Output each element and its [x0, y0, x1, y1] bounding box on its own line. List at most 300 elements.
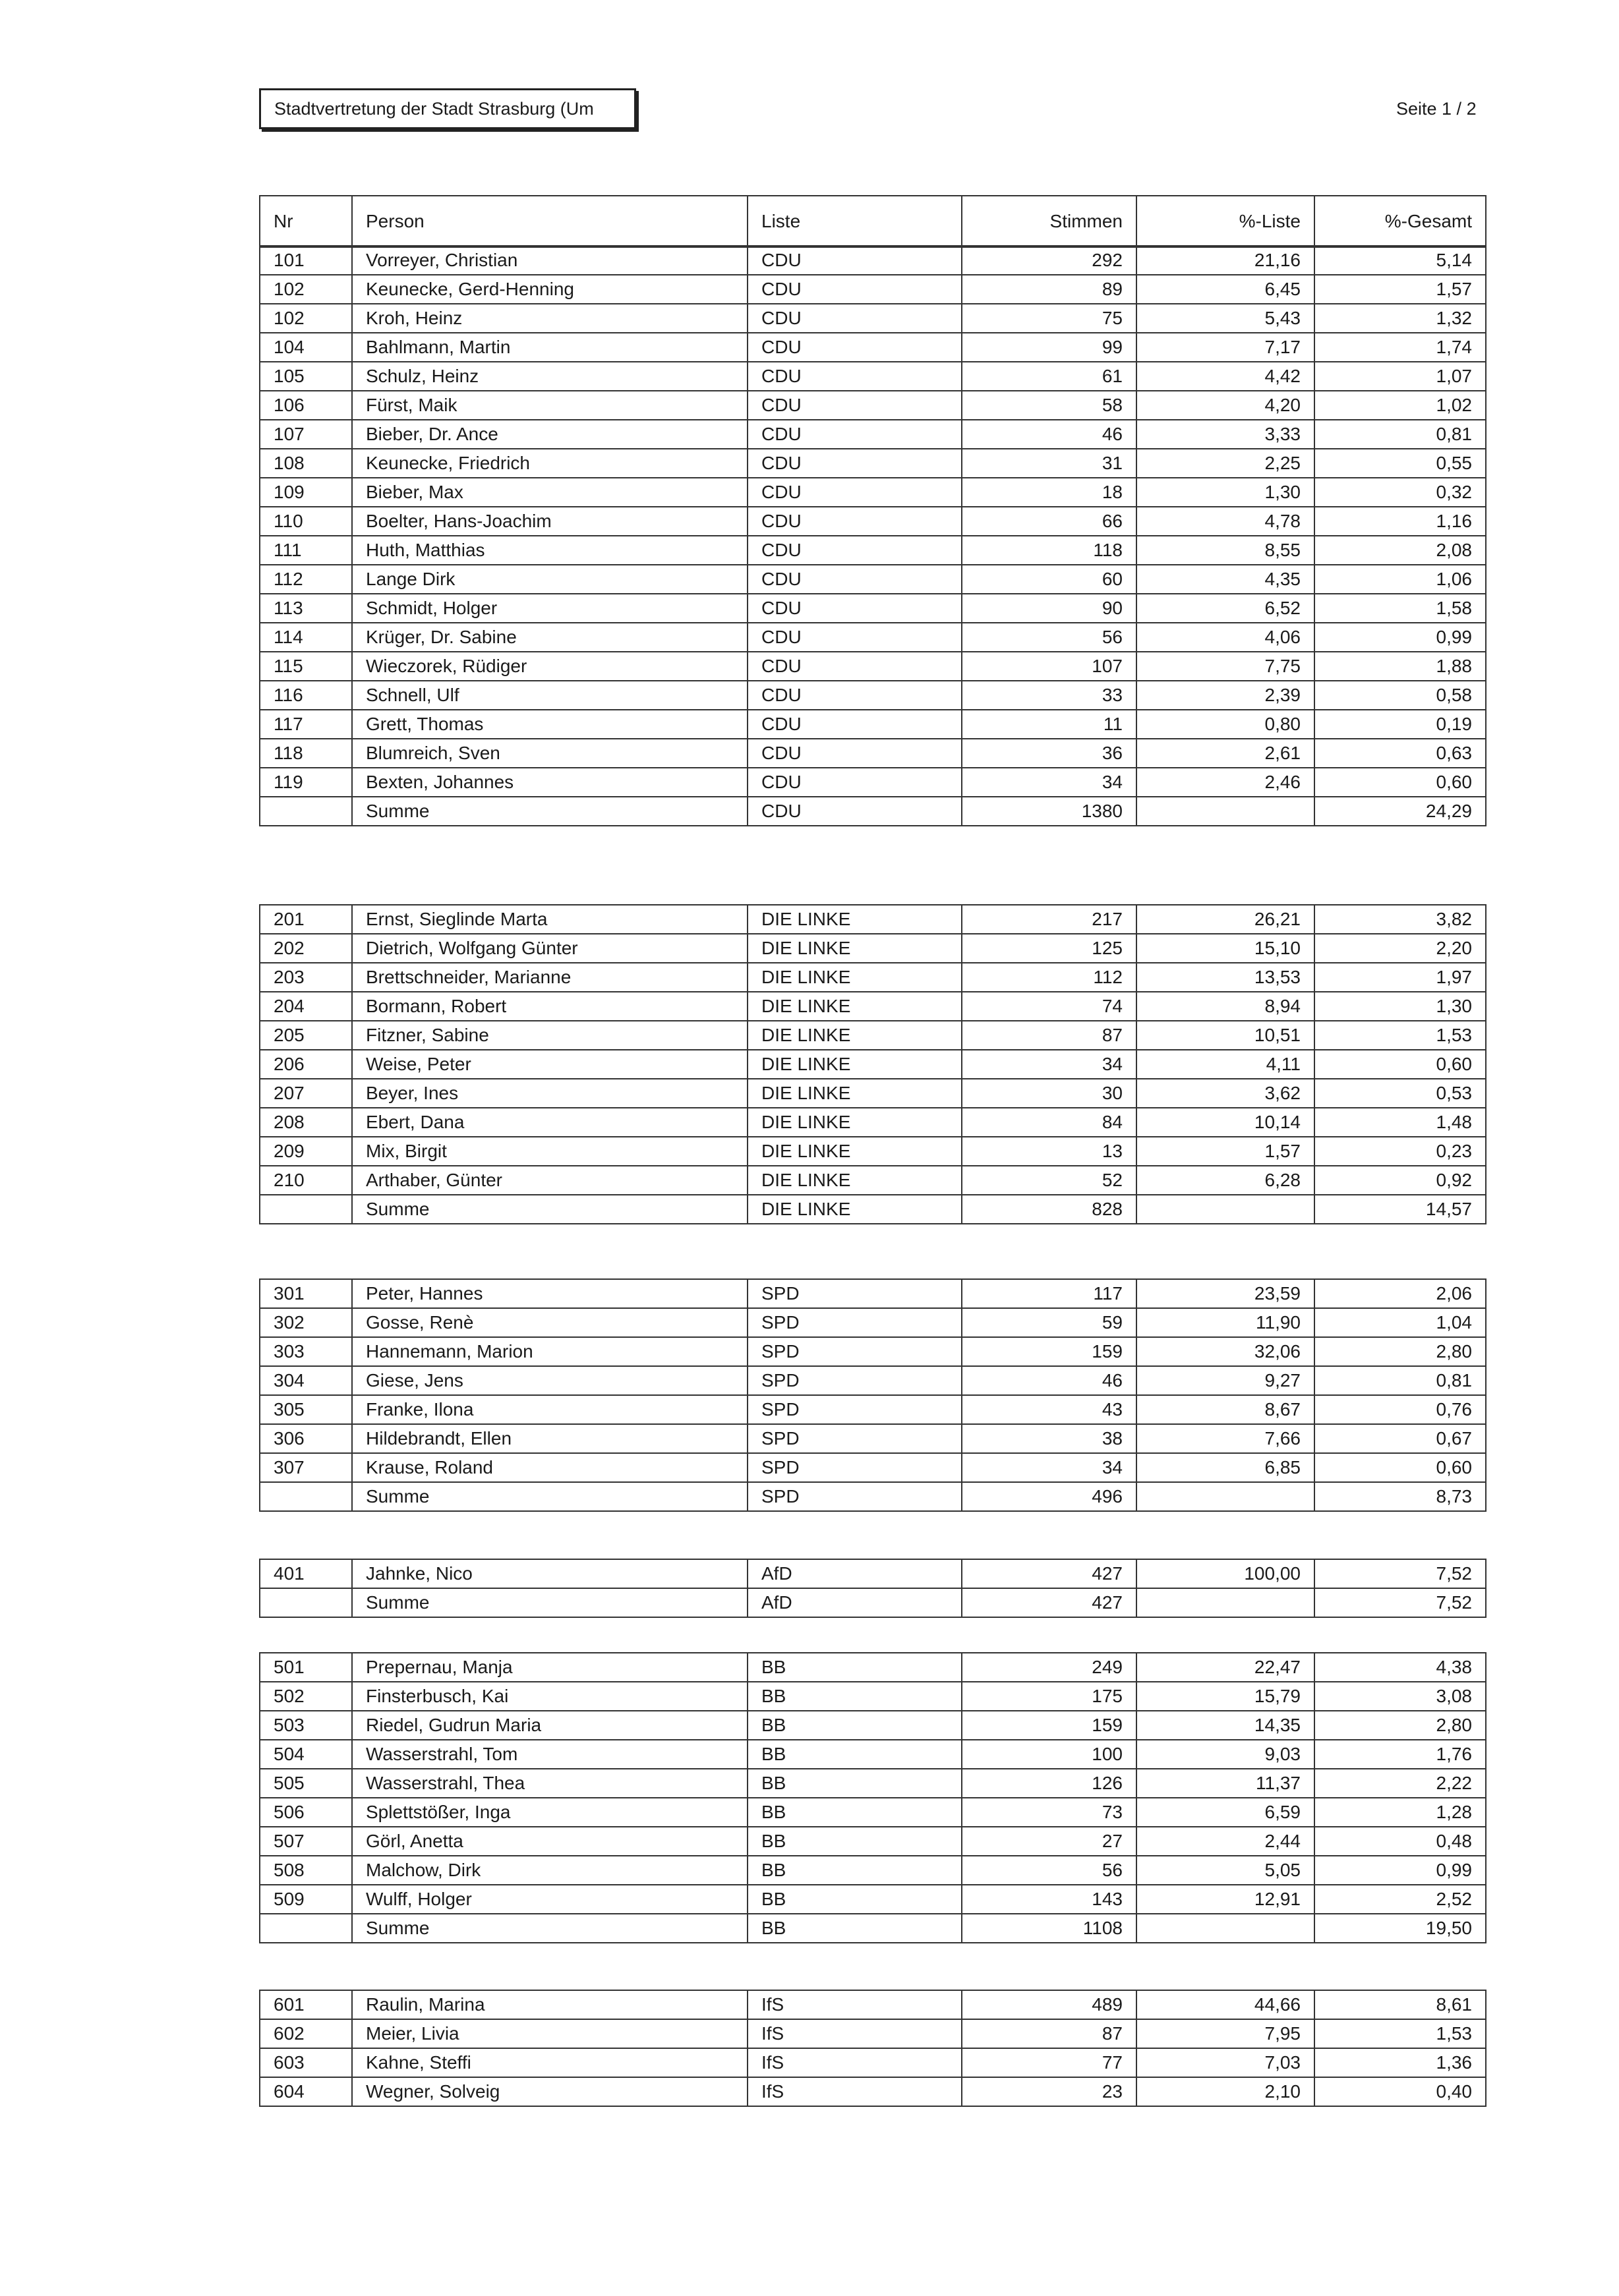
- cell-stimmen: 18: [962, 478, 1136, 507]
- cell-person: Ebert, Dana: [352, 1108, 748, 1137]
- cell-person: Jahnke, Nico: [352, 1559, 748, 1588]
- cell-liste: SPD: [748, 1279, 962, 1308]
- cell-liste: DIE LINKE: [748, 934, 962, 963]
- cell-percent-liste: 7,03: [1136, 2048, 1314, 2077]
- cell-percent-gesamt: 1,53: [1314, 2019, 1486, 2048]
- cell-nr: 502: [260, 1682, 352, 1711]
- table-row: [260, 905, 1486, 934]
- cell-nr: 204: [260, 992, 352, 1021]
- cell-percent-liste: 7,75: [1136, 652, 1314, 681]
- table-row: [260, 1453, 1486, 1482]
- cell-percent-liste: 5,05: [1136, 1856, 1314, 1885]
- cell-percent-gesamt: 1,32: [1314, 304, 1486, 333]
- cell-percent-liste: 23,59: [1136, 1279, 1314, 1308]
- cell-percent-gesamt: 24,29: [1314, 797, 1486, 826]
- cell-stimmen: 75: [962, 304, 1136, 333]
- document-title: Stadtvertretung der Stadt Strasburg (Um: [259, 88, 636, 129]
- cell-liste: CDU: [748, 768, 962, 797]
- cell-person: Splettstößer, Inga: [352, 1798, 748, 1827]
- table-row: [260, 304, 1486, 333]
- cell-person: Arthaber, Günter: [352, 1166, 748, 1195]
- cell-nr: 105: [260, 362, 352, 391]
- table-row: [260, 1559, 1486, 1588]
- cell-stimmen: 31: [962, 449, 1136, 478]
- cell-person: Malchow, Dirk: [352, 1856, 748, 1885]
- cell-percent-gesamt: 0,32: [1314, 478, 1486, 507]
- cell-liste: CDU: [748, 304, 962, 333]
- cell-person: Summe: [352, 1482, 748, 1511]
- column-header-stimmen: Stimmen: [962, 196, 1136, 247]
- cell-percent-gesamt: 1,58: [1314, 594, 1486, 623]
- cell-percent-liste: 7,95: [1136, 2019, 1314, 2048]
- cell-person: Mix, Birgit: [352, 1137, 748, 1166]
- cell-percent-gesamt: 7,52: [1314, 1559, 1486, 1588]
- cell-stimmen: 496: [962, 1482, 1136, 1511]
- cell-stimmen: 175: [962, 1682, 1136, 1711]
- cell-stimmen: 292: [962, 246, 1136, 275]
- cell-percent-liste: 2,39: [1136, 681, 1314, 710]
- cell-percent-liste: 3,33: [1136, 420, 1314, 449]
- table-row: [260, 739, 1486, 768]
- cell-stimmen: 112: [962, 963, 1136, 992]
- cell-percent-gesamt: 8,61: [1314, 1990, 1486, 2019]
- table-row: [260, 992, 1486, 1021]
- cell-nr: 501: [260, 1653, 352, 1682]
- cell-percent-liste: 6,52: [1136, 594, 1314, 623]
- party-table: [259, 1990, 1487, 2107]
- cell-liste: DIE LINKE: [748, 1079, 962, 1108]
- table-row: [260, 391, 1486, 420]
- cell-stimmen: 73: [962, 1798, 1136, 1827]
- table-row: [260, 507, 1486, 536]
- page-number: Seite 1 / 2: [1396, 99, 1477, 119]
- cell-percent-liste: 2,25: [1136, 449, 1314, 478]
- cell-nr: 505: [260, 1769, 352, 1798]
- cell-nr: 208: [260, 1108, 352, 1137]
- cell-nr: 110: [260, 507, 352, 536]
- cell-person: Beyer, Ines: [352, 1079, 748, 1108]
- table-row: [260, 478, 1486, 507]
- table-row: [260, 1769, 1486, 1798]
- cell-liste: AfD: [748, 1588, 962, 1617]
- cell-nr: 118: [260, 739, 352, 768]
- cell-percent-liste: 4,42: [1136, 362, 1314, 391]
- cell-stimmen: 34: [962, 1453, 1136, 1482]
- cell-stimmen: 74: [962, 992, 1136, 1021]
- cell-nr: 112: [260, 565, 352, 594]
- cell-person: Schnell, Ulf: [352, 681, 748, 710]
- cell-percent-gesamt: 0,23: [1314, 1137, 1486, 1166]
- cell-liste: AfD: [748, 1559, 962, 1588]
- party-table: [259, 1278, 1487, 1512]
- cell-nr: 101: [260, 246, 352, 275]
- cell-stimmen: 107: [962, 652, 1136, 681]
- cell-stimmen: 46: [962, 420, 1136, 449]
- cell-percent-liste: 44,66: [1136, 1990, 1314, 2019]
- table-row: [260, 652, 1486, 681]
- cell-liste: IfS: [748, 2077, 962, 2106]
- cell-liste: DIE LINKE: [748, 1021, 962, 1050]
- table-row: [260, 1424, 1486, 1453]
- cell-person: Wieczorek, Rüdiger: [352, 652, 748, 681]
- cell-percent-gesamt: 1,04: [1314, 1308, 1486, 1337]
- cell-percent-gesamt: 0,48: [1314, 1827, 1486, 1856]
- cell-percent-gesamt: 1,30: [1314, 992, 1486, 1021]
- cell-liste: CDU: [748, 391, 962, 420]
- cell-nr: 104: [260, 333, 352, 362]
- cell-person: Summe: [352, 1195, 748, 1224]
- cell-stimmen: 89: [962, 275, 1136, 304]
- cell-liste: CDU: [748, 449, 962, 478]
- cell-person: Franke, Ilona: [352, 1395, 748, 1424]
- cell-percent-liste: 4,06: [1136, 623, 1314, 652]
- cell-stimmen: 489: [962, 1990, 1136, 2019]
- cell-person: Keunecke, Friedrich: [352, 449, 748, 478]
- cell-person: Wulff, Holger: [352, 1885, 748, 1914]
- cell-person: Boelter, Hans-Joachim: [352, 507, 748, 536]
- cell-person: Ernst, Sieglinde Marta: [352, 905, 748, 934]
- cell-percent-liste: 4,35: [1136, 565, 1314, 594]
- cell-percent-liste: 11,90: [1136, 1308, 1314, 1337]
- cell-percent-liste: [1136, 797, 1314, 826]
- cell-percent-liste: 4,78: [1136, 507, 1314, 536]
- cell-liste: CDU: [748, 739, 962, 768]
- cell-percent-liste: 13,53: [1136, 963, 1314, 992]
- cell-stimmen: 33: [962, 681, 1136, 710]
- table-row: [260, 1827, 1486, 1856]
- cell-liste: SPD: [748, 1308, 962, 1337]
- cell-liste: BB: [748, 1711, 962, 1740]
- cell-stimmen: 118: [962, 536, 1136, 565]
- cell-nr: [260, 1914, 352, 1943]
- cell-stimmen: 100: [962, 1740, 1136, 1769]
- cell-stimmen: 46: [962, 1366, 1136, 1395]
- cell-percent-liste: 10,14: [1136, 1108, 1314, 1137]
- table-row: [260, 565, 1486, 594]
- cell-liste: IfS: [748, 1990, 962, 2019]
- cell-stimmen: 38: [962, 1424, 1136, 1453]
- cell-percent-gesamt: 1,74: [1314, 333, 1486, 362]
- cell-percent-gesamt: 2,80: [1314, 1711, 1486, 1740]
- cell-percent-liste: 7,17: [1136, 333, 1314, 362]
- table-row: [260, 1856, 1486, 1885]
- cell-person: Peter, Hannes: [352, 1279, 748, 1308]
- cell-person: Summe: [352, 797, 748, 826]
- cell-liste: DIE LINKE: [748, 992, 962, 1021]
- cell-percent-liste: 10,51: [1136, 1021, 1314, 1050]
- cell-percent-liste: 11,37: [1136, 1769, 1314, 1798]
- table-row: [260, 246, 1486, 275]
- cell-percent-gesamt: 5,14: [1314, 246, 1486, 275]
- table-row: [260, 623, 1486, 652]
- cell-liste: CDU: [748, 478, 962, 507]
- table-row: [260, 594, 1486, 623]
- cell-nr: 102: [260, 304, 352, 333]
- sum-row: [260, 1195, 1486, 1224]
- table-row: [260, 1108, 1486, 1137]
- cell-nr: 209: [260, 1137, 352, 1166]
- table-row: [260, 1395, 1486, 1424]
- cell-percent-liste: 6,59: [1136, 1798, 1314, 1827]
- cell-percent-gesamt: 8,73: [1314, 1482, 1486, 1511]
- cell-percent-liste: 2,44: [1136, 1827, 1314, 1856]
- cell-liste: SPD: [748, 1424, 962, 1453]
- cell-nr: 304: [260, 1366, 352, 1395]
- cell-percent-liste: 7,66: [1136, 1424, 1314, 1453]
- cell-percent-liste: 1,57: [1136, 1137, 1314, 1166]
- cell-person: Gosse, Renè: [352, 1308, 748, 1337]
- table-row: [260, 1682, 1486, 1711]
- cell-liste: DIE LINKE: [748, 1050, 962, 1079]
- cell-percent-liste: 8,55: [1136, 536, 1314, 565]
- table-row: [260, 1885, 1486, 1914]
- table-row: [260, 1079, 1486, 1108]
- table-row: [260, 934, 1486, 963]
- table-row: [260, 1050, 1486, 1079]
- cell-person: Grett, Thomas: [352, 710, 748, 739]
- cell-nr: 604: [260, 2077, 352, 2106]
- table-row: [260, 1166, 1486, 1195]
- cell-nr: 206: [260, 1050, 352, 1079]
- cell-percent-gesamt: 0,60: [1314, 1453, 1486, 1482]
- cell-percent-gesamt: 0,81: [1314, 420, 1486, 449]
- table-row: [260, 1653, 1486, 1682]
- cell-liste: SPD: [748, 1366, 962, 1395]
- cell-percent-gesamt: 1,02: [1314, 391, 1486, 420]
- cell-liste: DIE LINKE: [748, 1137, 962, 1166]
- cell-stimmen: 27: [962, 1827, 1136, 1856]
- cell-percent-gesamt: 7,52: [1314, 1588, 1486, 1617]
- cell-nr: 301: [260, 1279, 352, 1308]
- cell-percent-gesamt: 19,50: [1314, 1914, 1486, 1943]
- cell-percent-gesamt: 1,88: [1314, 652, 1486, 681]
- column-header-liste: Liste: [748, 196, 962, 247]
- header-row: [260, 196, 1486, 247]
- cell-person: Summe: [352, 1914, 748, 1943]
- cell-percent-liste: 21,16: [1136, 246, 1314, 275]
- cell-stimmen: 61: [962, 362, 1136, 391]
- cell-percent-liste: 6,45: [1136, 275, 1314, 304]
- cell-liste: IfS: [748, 2019, 962, 2048]
- cell-liste: CDU: [748, 420, 962, 449]
- cell-liste: BB: [748, 1827, 962, 1856]
- cell-stimmen: 36: [962, 739, 1136, 768]
- cell-person: Dietrich, Wolfgang Günter: [352, 934, 748, 963]
- cell-nr: 106: [260, 391, 352, 420]
- cell-percent-liste: 100,00: [1136, 1559, 1314, 1588]
- cell-percent-gesamt: 0,55: [1314, 449, 1486, 478]
- cell-percent-liste: 8,94: [1136, 992, 1314, 1021]
- cell-stimmen: 43: [962, 1395, 1136, 1424]
- cell-nr: 201: [260, 905, 352, 934]
- cell-percent-gesamt: 1,57: [1314, 275, 1486, 304]
- cell-liste: BB: [748, 1798, 962, 1827]
- cell-stimmen: 159: [962, 1711, 1136, 1740]
- cell-percent-gesamt: 1,07: [1314, 362, 1486, 391]
- cell-percent-gesamt: 1,97: [1314, 963, 1486, 992]
- cell-percent-gesamt: 1,16: [1314, 507, 1486, 536]
- cell-person: Hannemann, Marion: [352, 1337, 748, 1366]
- cell-nr: 302: [260, 1308, 352, 1337]
- cell-stimmen: 87: [962, 2019, 1136, 2048]
- cell-liste: CDU: [748, 565, 962, 594]
- cell-percent-liste: [1136, 1195, 1314, 1224]
- table-row: [260, 275, 1486, 304]
- cell-person: Summe: [352, 1588, 748, 1617]
- cell-percent-liste: 22,47: [1136, 1653, 1314, 1682]
- cell-liste: BB: [748, 1682, 962, 1711]
- cell-nr: 115: [260, 652, 352, 681]
- cell-percent-gesamt: 3,82: [1314, 905, 1486, 934]
- cell-liste: BB: [748, 1740, 962, 1769]
- cell-percent-gesamt: 4,38: [1314, 1653, 1486, 1682]
- cell-person: Krause, Roland: [352, 1453, 748, 1482]
- cell-percent-gesamt: 0,19: [1314, 710, 1486, 739]
- cell-stimmen: 159: [962, 1337, 1136, 1366]
- cell-liste: CDU: [748, 536, 962, 565]
- cell-percent-gesamt: 2,06: [1314, 1279, 1486, 1308]
- cell-percent-gesamt: 1,53: [1314, 1021, 1486, 1050]
- cell-percent-gesamt: 0,53: [1314, 1079, 1486, 1108]
- cell-liste: SPD: [748, 1395, 962, 1424]
- cell-liste: BB: [748, 1914, 962, 1943]
- cell-liste: DIE LINKE: [748, 963, 962, 992]
- cell-liste: IfS: [748, 2048, 962, 2077]
- cell-percent-liste: 9,27: [1136, 1366, 1314, 1395]
- cell-person: Huth, Matthias: [352, 536, 748, 565]
- cell-liste: BB: [748, 1769, 962, 1798]
- cell-stimmen: 77: [962, 2048, 1136, 2077]
- cell-stimmen: 23: [962, 2077, 1136, 2106]
- cell-liste: CDU: [748, 594, 962, 623]
- cell-percent-liste: 5,43: [1136, 304, 1314, 333]
- cell-nr: 114: [260, 623, 352, 652]
- cell-stimmen: 84: [962, 1108, 1136, 1137]
- cell-nr: 210: [260, 1166, 352, 1195]
- cell-liste: DIE LINKE: [748, 905, 962, 934]
- party-table: [259, 245, 1487, 826]
- cell-nr: 116: [260, 681, 352, 710]
- cell-nr: 603: [260, 2048, 352, 2077]
- cell-person: Fürst, Maik: [352, 391, 748, 420]
- cell-percent-liste: 15,10: [1136, 934, 1314, 963]
- cell-percent-gesamt: 2,80: [1314, 1337, 1486, 1366]
- cell-nr: [260, 797, 352, 826]
- cell-stimmen: 125: [962, 934, 1136, 963]
- party-table: [259, 1652, 1487, 1943]
- cell-person: Kahne, Steffi: [352, 2048, 748, 2077]
- cell-percent-liste: 0,80: [1136, 710, 1314, 739]
- cell-liste: CDU: [748, 710, 962, 739]
- cell-nr: 202: [260, 934, 352, 963]
- cell-percent-liste: 2,46: [1136, 768, 1314, 797]
- cell-person: Riedel, Gudrun Maria: [352, 1711, 748, 1740]
- cell-person: Schulz, Heinz: [352, 362, 748, 391]
- cell-nr: 506: [260, 1798, 352, 1827]
- cell-liste: CDU: [748, 246, 962, 275]
- cell-percent-liste: [1136, 1588, 1314, 1617]
- cell-percent-gesamt: 3,08: [1314, 1682, 1486, 1711]
- cell-nr: 102: [260, 275, 352, 304]
- cell-stimmen: 99: [962, 333, 1136, 362]
- cell-percent-liste: 2,10: [1136, 2077, 1314, 2106]
- cell-percent-liste: 12,91: [1136, 1885, 1314, 1914]
- table-row: [260, 710, 1486, 739]
- cell-nr: 507: [260, 1827, 352, 1856]
- cell-person: Raulin, Marina: [352, 1990, 748, 2019]
- cell-percent-gesamt: 1,06: [1314, 565, 1486, 594]
- cell-stimmen: 30: [962, 1079, 1136, 1108]
- cell-nr: 207: [260, 1079, 352, 1108]
- cell-liste: BB: [748, 1885, 962, 1914]
- cell-percent-gesamt: 0,76: [1314, 1395, 1486, 1424]
- cell-nr: 508: [260, 1856, 352, 1885]
- cell-percent-liste: 9,03: [1136, 1740, 1314, 1769]
- cell-liste: CDU: [748, 623, 962, 652]
- cell-percent-liste: 3,62: [1136, 1079, 1314, 1108]
- cell-percent-gesamt: 0,67: [1314, 1424, 1486, 1453]
- cell-person: Kroh, Heinz: [352, 304, 748, 333]
- cell-stimmen: 117: [962, 1279, 1136, 1308]
- cell-liste: CDU: [748, 275, 962, 304]
- table-row: [260, 449, 1486, 478]
- cell-percent-gesamt: 1,76: [1314, 1740, 1486, 1769]
- cell-percent-liste: 6,85: [1136, 1453, 1314, 1482]
- cell-nr: 303: [260, 1337, 352, 1366]
- cell-person: Meier, Livia: [352, 2019, 748, 2048]
- cell-nr: 306: [260, 1424, 352, 1453]
- cell-nr: 109: [260, 478, 352, 507]
- cell-percent-gesamt: 2,22: [1314, 1769, 1486, 1798]
- cell-liste: CDU: [748, 362, 962, 391]
- cell-stimmen: 427: [962, 1588, 1136, 1617]
- table-row: [260, 362, 1486, 391]
- cell-stimmen: 828: [962, 1195, 1136, 1224]
- cell-nr: [260, 1195, 352, 1224]
- cell-percent-gesamt: 1,28: [1314, 1798, 1486, 1827]
- cell-percent-gesamt: 0,63: [1314, 739, 1486, 768]
- table-row: [260, 768, 1486, 797]
- cell-percent-gesamt: 2,20: [1314, 934, 1486, 963]
- column-header-nr: Nr: [260, 196, 352, 247]
- cell-person: Weise, Peter: [352, 1050, 748, 1079]
- cell-stimmen: 90: [962, 594, 1136, 623]
- cell-percent-liste: 15,79: [1136, 1682, 1314, 1711]
- cell-person: Prepernau, Manja: [352, 1653, 748, 1682]
- sum-row: [260, 1914, 1486, 1943]
- cell-stimmen: 56: [962, 623, 1136, 652]
- cell-stimmen: 1380: [962, 797, 1136, 826]
- cell-percent-gesamt: 1,36: [1314, 2048, 1486, 2077]
- cell-percent-gesamt: 0,58: [1314, 681, 1486, 710]
- table-row: [260, 1798, 1486, 1827]
- cell-liste: CDU: [748, 652, 962, 681]
- cell-stimmen: 11: [962, 710, 1136, 739]
- cell-nr: 401: [260, 1559, 352, 1588]
- cell-person: Schmidt, Holger: [352, 594, 748, 623]
- cell-percent-gesamt: 0,92: [1314, 1166, 1486, 1195]
- column-header-percent-liste: %-Liste: [1136, 196, 1314, 247]
- cell-person: Wasserstrahl, Tom: [352, 1740, 748, 1769]
- cell-stimmen: 126: [962, 1769, 1136, 1798]
- cell-person: Wegner, Solveig: [352, 2077, 748, 2106]
- table-row: [260, 1366, 1486, 1395]
- cell-percent-liste: [1136, 1914, 1314, 1943]
- cell-stimmen: 13: [962, 1137, 1136, 1166]
- cell-liste: CDU: [748, 333, 962, 362]
- cell-nr: 107: [260, 420, 352, 449]
- cell-person: Lange Dirk: [352, 565, 748, 594]
